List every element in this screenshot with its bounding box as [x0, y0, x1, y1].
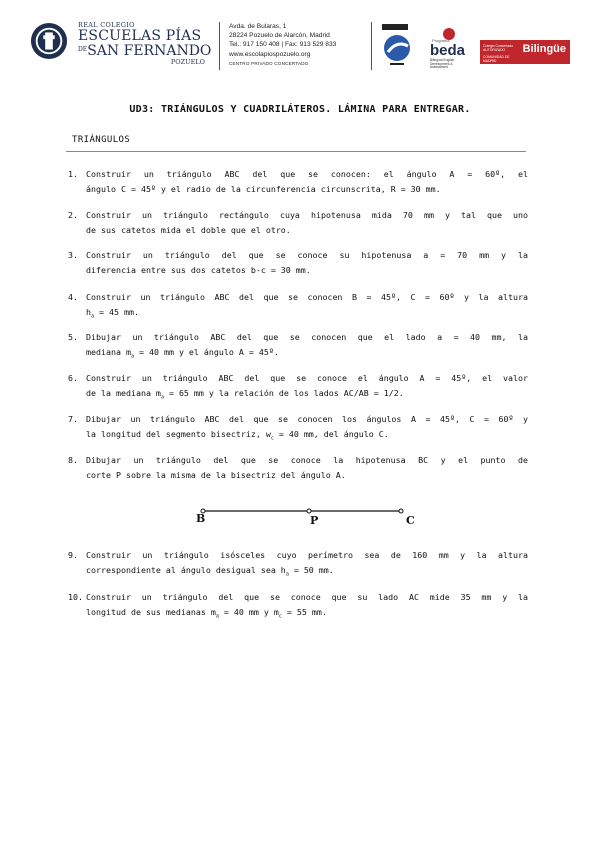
school-name-line1: ESCUELAS PÍAS: [78, 28, 202, 44]
exercise-item: 10. Construir un triángulo del que se conoce que su lado AC mide 35 mm y la longitud de sus medianas $m_a = 40$ mm y $m_c = 55$ mm.: [68, 592, 528, 620]
section-heading: TRIÁNGULOS: [72, 135, 131, 145]
school-name: [78, 21, 213, 66]
bilingual-logo: Colegio Concertado AUTORIZADO COMUNIDAD DE MADRID Bilingüe: [480, 40, 570, 64]
school-prefix: REAL COLEGIO: [78, 21, 135, 29]
point-p-label: P: [310, 514, 319, 527]
school-name-line2: $^{DE}$SAN FERNANDO: [78, 43, 212, 59]
school-contact: Avda. de Bularas, 1 28224 Pozuelo de Alarcón. Madrid Tel.: 917 150 408 | Fax: 913 529 833 www.escolapiospozuelo.org CENTRO PRIVADO CONCERTADO: [229, 23, 337, 66]
section-rule: [66, 151, 526, 152]
point-b-label: B: [196, 512, 206, 525]
exercise-item: 9. Construir un triángulo isósceles cuyo perímetro sea de 160 mm y la altura correspondiente al ángulo desigual sea $h_a = 50$ mm.: [68, 550, 528, 578]
segment-bc-diagram: [190, 505, 420, 531]
exercise-item: 2. Construir un triángulo rectángulo cuya hipotenusa mida 70 mm y tal que uno de sus catetos mida el doble que el otro.: [68, 210, 528, 235]
exercise-item: 7. Dibujar un triángulo ABC del que se conocen los ángulos A = 45º, C = 60º y la longitud del segmento bisectriz, $w_c = 40$ mm, del ángulo C.: [68, 414, 528, 442]
segment-bc-line: [190, 505, 420, 531]
exercise-item: 4. Construir un triángulo ABC del que se conocen B = 45º, C = 60º y la altura $h_a = 45$ mm.: [68, 292, 528, 320]
divider: [371, 22, 372, 70]
school-city: POZUELO: [170, 58, 205, 66]
divider: [219, 22, 220, 70]
exercise-item: 6. Construir un triángulo ABC del que se conoce el ángulo A = 45º, el valor de la mediana $m_a = 65$ mm y la relación de los lados AC/AB = 1/2.: [68, 373, 528, 401]
exercise-item: 1. Construir un triángulo ABC del que se conocen: el ángulo A = 60º, el ángulo C = 45º y el radio de la circunferencia circunscrita, R = 30 mm.: [68, 169, 528, 194]
point-c-label: C: [406, 514, 415, 527]
page-title: UD3: TRIÁNGULOS Y CUADRILÁTEROS. LÁMINA PARA ENTREGAR.: [129, 104, 471, 115]
exercise-item: 8. Dibujar un triángulo del que se conoce la hipotenusa BC y el punto de corte P sobre la misma de la bisectriz del ángulo A.: [68, 455, 528, 480]
letterhead: [0, 0, 600, 80]
beda-logo: Programa beda Bilingual English Development & Assessment: [426, 26, 472, 70]
quality-logo-icon: [380, 22, 414, 72]
exercise-item: 3. Construir un triángulo del que se conoce su hipotenusa a = 70 mm y la diferencia entre sus dos catetos b-c = 30 mm.: [68, 250, 528, 275]
exercise-item: 5. Dibujar un triángulo ABC del que se conocen que el lado a = 40 mm, la mediana $m_a = 40$ mm y el ángulo A = 45º.: [68, 332, 528, 360]
school-seal-icon: [30, 22, 68, 60]
